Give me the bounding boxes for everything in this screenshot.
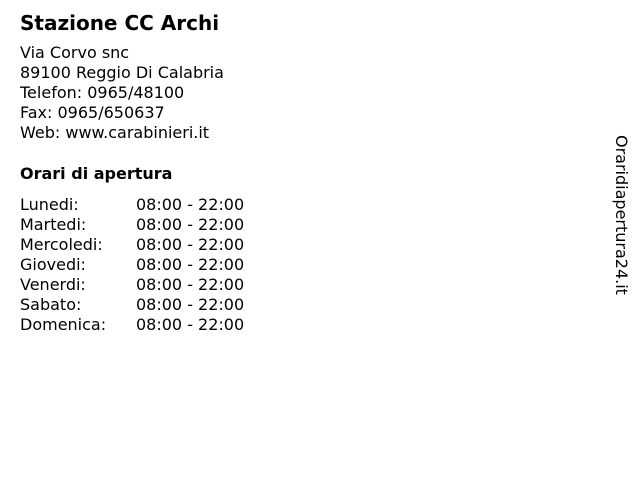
station-title: Stazione CC Archi: [20, 11, 220, 35]
website: Web: www.carabinieri.it: [20, 123, 210, 142]
hours-row-saturday: [20, 295, 244, 315]
day-hours: 08:00 - 22:00: [136, 295, 245, 314]
day-hours: 08:00 - 22:00: [136, 235, 245, 254]
fax-number: Fax: 0965/650637: [20, 103, 165, 122]
opening-hours-table: [20, 195, 244, 335]
address-street: Via Corvo snc: [20, 43, 130, 62]
hours-row-thursday: [20, 255, 244, 275]
station-card: [20, 8, 580, 335]
day-hours: 08:00 - 22:00: [136, 315, 245, 334]
station-address: [20, 43, 580, 143]
day-label: Venerdi:: [20, 275, 86, 294]
day-label: Sabato:: [20, 295, 82, 314]
opening-hours-heading: Orari di apertura: [20, 164, 173, 183]
hours-row-wednesday: [20, 235, 244, 255]
site-watermark: [610, 135, 636, 310]
hours-row-tuesday: [20, 215, 244, 235]
day-label: Martedi:: [20, 215, 87, 234]
day-label: Lunedi:: [20, 195, 79, 214]
day-hours: 08:00 - 22:00: [136, 275, 245, 294]
phone-number: Telefon: 0965/48100: [20, 83, 185, 102]
day-label: Mercoledi:: [20, 235, 103, 254]
day-label: Giovedi:: [20, 255, 86, 274]
day-label: Domenica:: [20, 315, 107, 334]
watermark-text: Oraridiapertura24.it: [612, 135, 631, 295]
day-hours: 08:00 - 22:00: [136, 195, 245, 214]
hours-row-monday: [20, 195, 244, 215]
address-city: 89100 Reggio Di Calabria: [20, 63, 224, 82]
hours-row-sunday: [20, 315, 244, 335]
hours-row-friday: [20, 275, 244, 295]
day-hours: 08:00 - 22:00: [136, 215, 245, 234]
day-hours: 08:00 - 22:00: [136, 255, 245, 274]
